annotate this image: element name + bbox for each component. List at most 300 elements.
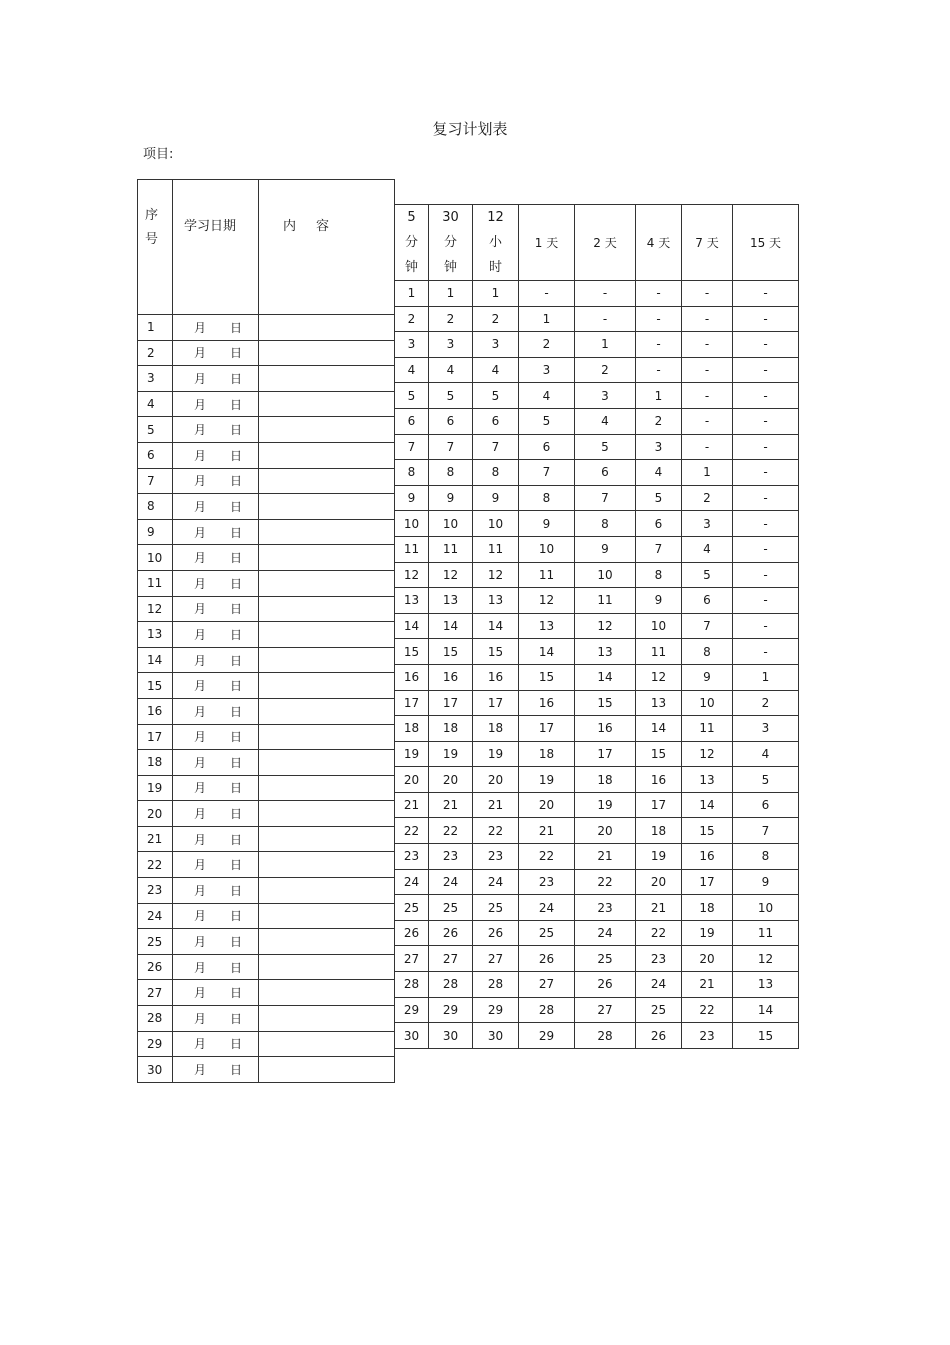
review-row bbox=[395, 332, 799, 358]
review-header-2 bbox=[473, 205, 519, 281]
table-row bbox=[138, 391, 395, 417]
review-cell: 13 bbox=[395, 588, 429, 614]
review-cell: 3 bbox=[575, 383, 636, 409]
review-cell: 13 bbox=[575, 639, 636, 665]
review-cell: 15 bbox=[575, 690, 636, 716]
day-label: 日 bbox=[229, 755, 242, 770]
row-content[interactable] bbox=[259, 391, 395, 417]
review-cell: 5 bbox=[575, 434, 636, 460]
row-seq: 14 bbox=[138, 647, 173, 673]
row-seq: 18 bbox=[138, 750, 173, 776]
table-row bbox=[138, 903, 395, 929]
row-study-date[interactable] bbox=[173, 724, 259, 750]
day-label: 日 bbox=[229, 602, 242, 617]
row-study-date[interactable] bbox=[173, 442, 259, 468]
review-cell: 16 bbox=[682, 844, 733, 870]
review-cell: 8 bbox=[519, 485, 575, 511]
review-cell: - bbox=[682, 408, 733, 434]
row-content[interactable] bbox=[259, 750, 395, 776]
review-cell: 20 bbox=[395, 767, 429, 793]
month-label: 月 bbox=[193, 551, 206, 566]
review-cell: 21 bbox=[575, 844, 636, 870]
row-seq: 8 bbox=[138, 494, 173, 520]
review-cell: 25 bbox=[575, 946, 636, 972]
review-cell: 12 bbox=[575, 613, 636, 639]
review-row bbox=[395, 946, 799, 972]
row-content[interactable] bbox=[259, 468, 395, 494]
row-seq: 2 bbox=[138, 340, 173, 366]
review-cell: 19 bbox=[519, 767, 575, 793]
table-row bbox=[138, 801, 395, 827]
review-cell: 21 bbox=[473, 792, 519, 818]
review-cell: 15 bbox=[682, 818, 733, 844]
review-cell: 17 bbox=[636, 792, 682, 818]
review-cell: 1 bbox=[519, 306, 575, 332]
row-study-date[interactable] bbox=[173, 1031, 259, 1057]
row-study-date[interactable] bbox=[173, 570, 259, 596]
day-label: 日 bbox=[229, 551, 242, 566]
review-cell: - bbox=[733, 536, 799, 562]
row-content[interactable] bbox=[259, 801, 395, 827]
review-cell: - bbox=[682, 434, 733, 460]
review-cell: 1 bbox=[636, 383, 682, 409]
review-header-4-line-0: 2 天 bbox=[593, 236, 617, 250]
project-label: 项目: bbox=[143, 147, 174, 162]
row-content[interactable] bbox=[259, 852, 395, 878]
day-label: 日 bbox=[229, 1063, 242, 1078]
row-seq: 6 bbox=[138, 442, 173, 468]
review-cell: 19 bbox=[682, 920, 733, 946]
header-content bbox=[259, 180, 395, 315]
review-cell: 28 bbox=[395, 972, 429, 998]
day-label: 日 bbox=[229, 909, 242, 924]
table-row bbox=[138, 673, 395, 699]
review-cell: 25 bbox=[395, 895, 429, 921]
day-label: 日 bbox=[229, 1037, 242, 1052]
review-cell: 6 bbox=[473, 408, 519, 434]
row-content[interactable] bbox=[259, 340, 395, 366]
row-study-date[interactable] bbox=[173, 801, 259, 827]
day-label: 日 bbox=[229, 525, 242, 540]
day-label: 日 bbox=[229, 346, 242, 361]
table-row bbox=[138, 442, 395, 468]
review-cell: 12 bbox=[733, 946, 799, 972]
review-cell: 6 bbox=[682, 588, 733, 614]
review-cell: 21 bbox=[519, 818, 575, 844]
month-label: 月 bbox=[193, 602, 206, 617]
row-content[interactable] bbox=[259, 698, 395, 724]
review-cell: 25 bbox=[519, 920, 575, 946]
review-row bbox=[395, 844, 799, 870]
row-study-date[interactable] bbox=[173, 391, 259, 417]
day-label: 日 bbox=[229, 499, 242, 514]
review-cell: 20 bbox=[682, 946, 733, 972]
review-cell: - bbox=[636, 306, 682, 332]
month-label: 月 bbox=[193, 371, 206, 386]
row-content[interactable] bbox=[259, 545, 395, 571]
row-seq: 25 bbox=[138, 929, 173, 955]
review-cell: 2 bbox=[519, 332, 575, 358]
review-cell: 4 bbox=[636, 460, 682, 486]
month-label: 月 bbox=[193, 423, 206, 438]
review-cell: 14 bbox=[395, 613, 429, 639]
review-cell: 9 bbox=[395, 485, 429, 511]
table-row bbox=[138, 622, 395, 648]
row-content[interactable] bbox=[259, 954, 395, 980]
day-label: 日 bbox=[229, 1011, 242, 1026]
review-cell: 22 bbox=[682, 997, 733, 1023]
row-content[interactable] bbox=[259, 929, 395, 955]
review-cell: - bbox=[733, 434, 799, 460]
review-row bbox=[395, 613, 799, 639]
review-cell: 3 bbox=[682, 511, 733, 537]
review-cell: 11 bbox=[395, 536, 429, 562]
review-header-row bbox=[395, 205, 799, 281]
review-row bbox=[395, 716, 799, 742]
review-cell: 16 bbox=[519, 690, 575, 716]
review-cell: 23 bbox=[575, 895, 636, 921]
review-cell: - bbox=[733, 485, 799, 511]
review-cell: 8 bbox=[682, 639, 733, 665]
row-seq: 1 bbox=[138, 315, 173, 341]
review-cell: 10 bbox=[473, 511, 519, 537]
review-row bbox=[395, 997, 799, 1023]
table-row bbox=[138, 315, 395, 341]
review-cell: 8 bbox=[429, 460, 473, 486]
review-cell: - bbox=[733, 357, 799, 383]
review-cell: 1 bbox=[575, 332, 636, 358]
review-cell: 26 bbox=[395, 920, 429, 946]
row-seq: 24 bbox=[138, 903, 173, 929]
review-cell: 6 bbox=[395, 408, 429, 434]
row-study-date[interactable] bbox=[173, 673, 259, 699]
row-study-date[interactable] bbox=[173, 826, 259, 852]
month-label: 月 bbox=[193, 627, 206, 642]
review-row bbox=[395, 972, 799, 998]
row-study-date[interactable] bbox=[173, 852, 259, 878]
table-row bbox=[138, 647, 395, 673]
review-cell: 12 bbox=[395, 562, 429, 588]
month-label: 月 bbox=[193, 909, 206, 924]
row-content[interactable] bbox=[259, 315, 395, 341]
review-cell: 16 bbox=[395, 664, 429, 690]
review-row bbox=[395, 869, 799, 895]
row-content[interactable] bbox=[259, 519, 395, 545]
review-cell: 7 bbox=[429, 434, 473, 460]
month-label: 月 bbox=[193, 320, 206, 335]
review-cell: 10 bbox=[575, 562, 636, 588]
row-seq: 13 bbox=[138, 622, 173, 648]
review-row bbox=[395, 383, 799, 409]
day-label: 日 bbox=[229, 576, 242, 591]
row-study-date[interactable] bbox=[173, 878, 259, 904]
row-study-date[interactable] bbox=[173, 698, 259, 724]
review-cell: 13 bbox=[429, 588, 473, 614]
row-study-date[interactable] bbox=[173, 954, 259, 980]
review-cell: 19 bbox=[636, 844, 682, 870]
review-cell: 12 bbox=[636, 664, 682, 690]
review-row bbox=[395, 281, 799, 307]
review-cell: 17 bbox=[575, 741, 636, 767]
review-cell: 17 bbox=[473, 690, 519, 716]
row-study-date[interactable] bbox=[173, 596, 259, 622]
row-study-date[interactable] bbox=[173, 315, 259, 341]
review-cell: 4 bbox=[519, 383, 575, 409]
row-content[interactable] bbox=[259, 775, 395, 801]
row-content[interactable] bbox=[259, 417, 395, 443]
row-content[interactable] bbox=[259, 596, 395, 622]
review-cell: 16 bbox=[429, 664, 473, 690]
review-cell: 2 bbox=[636, 408, 682, 434]
review-cell: - bbox=[733, 281, 799, 307]
row-study-date[interactable] bbox=[173, 340, 259, 366]
study-log-table bbox=[137, 179, 395, 1083]
row-study-date[interactable] bbox=[173, 622, 259, 648]
review-cell: 23 bbox=[519, 869, 575, 895]
review-row bbox=[395, 536, 799, 562]
review-cell: - bbox=[733, 460, 799, 486]
row-study-date[interactable] bbox=[173, 1057, 259, 1083]
header-content-char-1: 内 bbox=[283, 219, 297, 234]
day-label: 日 bbox=[229, 807, 242, 822]
row-seq: 7 bbox=[138, 468, 173, 494]
table-row bbox=[138, 596, 395, 622]
review-cell: 19 bbox=[429, 741, 473, 767]
row-content[interactable] bbox=[259, 622, 395, 648]
review-cell: 4 bbox=[473, 357, 519, 383]
review-cell: 14 bbox=[429, 613, 473, 639]
row-content[interactable] bbox=[259, 366, 395, 392]
review-cell: 5 bbox=[733, 767, 799, 793]
day-label: 日 bbox=[229, 704, 242, 719]
day-label: 日 bbox=[229, 320, 242, 335]
table-row bbox=[138, 980, 395, 1006]
review-cell: 7 bbox=[733, 818, 799, 844]
review-cell: 24 bbox=[575, 920, 636, 946]
review-cell: 20 bbox=[519, 792, 575, 818]
row-content[interactable] bbox=[259, 1057, 395, 1083]
table-row bbox=[138, 852, 395, 878]
review-cell: - bbox=[733, 588, 799, 614]
row-content[interactable] bbox=[259, 442, 395, 468]
review-header-6-line-0: 7 天 bbox=[695, 236, 719, 250]
month-label: 月 bbox=[193, 832, 206, 847]
review-cell: 21 bbox=[682, 972, 733, 998]
review-cell: 13 bbox=[682, 767, 733, 793]
row-study-date[interactable] bbox=[173, 519, 259, 545]
review-cell: 10 bbox=[519, 536, 575, 562]
review-cell: 4 bbox=[395, 357, 429, 383]
review-cell: 5 bbox=[636, 485, 682, 511]
table-row bbox=[138, 366, 395, 392]
row-study-date[interactable] bbox=[173, 417, 259, 443]
review-row bbox=[395, 306, 799, 332]
review-cell: 12 bbox=[473, 562, 519, 588]
review-cell: 5 bbox=[429, 383, 473, 409]
row-content[interactable] bbox=[259, 980, 395, 1006]
review-cell: - bbox=[682, 357, 733, 383]
review-cell: 21 bbox=[395, 792, 429, 818]
row-content[interactable] bbox=[259, 673, 395, 699]
row-seq: 4 bbox=[138, 391, 173, 417]
review-cell: 18 bbox=[636, 818, 682, 844]
day-label: 日 bbox=[229, 423, 242, 438]
row-seq: 17 bbox=[138, 724, 173, 750]
review-cell: 9 bbox=[733, 869, 799, 895]
review-cell: 7 bbox=[473, 434, 519, 460]
review-header-0 bbox=[395, 205, 429, 281]
row-study-date[interactable] bbox=[173, 468, 259, 494]
day-label: 日 bbox=[229, 653, 242, 668]
review-cell: 24 bbox=[395, 869, 429, 895]
review-cell: 18 bbox=[429, 716, 473, 742]
row-study-date[interactable] bbox=[173, 1006, 259, 1032]
review-cell: 28 bbox=[519, 997, 575, 1023]
review-cell: 4 bbox=[429, 357, 473, 383]
row-content[interactable] bbox=[259, 570, 395, 596]
review-header-7 bbox=[733, 205, 799, 281]
row-seq: 10 bbox=[138, 545, 173, 571]
review-cell: 30 bbox=[395, 1023, 429, 1049]
review-cell: 4 bbox=[733, 741, 799, 767]
review-cell: - bbox=[682, 332, 733, 358]
review-row bbox=[395, 920, 799, 946]
review-cell: 3 bbox=[519, 357, 575, 383]
header-study-date: 学习日期 bbox=[173, 180, 259, 315]
month-label: 月 bbox=[193, 858, 206, 873]
table-row bbox=[138, 1031, 395, 1057]
day-label: 日 bbox=[229, 960, 242, 975]
review-cell: 3 bbox=[636, 434, 682, 460]
review-row bbox=[395, 664, 799, 690]
row-study-date[interactable] bbox=[173, 647, 259, 673]
review-cell: - bbox=[733, 613, 799, 639]
review-cell: 11 bbox=[473, 536, 519, 562]
row-study-date[interactable] bbox=[173, 545, 259, 571]
table-row bbox=[138, 929, 395, 955]
row-content[interactable] bbox=[259, 903, 395, 929]
review-row bbox=[395, 767, 799, 793]
row-content[interactable] bbox=[259, 878, 395, 904]
review-cell: 9 bbox=[575, 536, 636, 562]
row-content[interactable] bbox=[259, 826, 395, 852]
review-cell: 23 bbox=[636, 946, 682, 972]
row-seq: 20 bbox=[138, 801, 173, 827]
row-seq: 11 bbox=[138, 570, 173, 596]
review-cell: - bbox=[682, 383, 733, 409]
review-cell: 15 bbox=[636, 741, 682, 767]
review-cell: 29 bbox=[429, 997, 473, 1023]
review-cell: - bbox=[733, 306, 799, 332]
review-cell: - bbox=[682, 306, 733, 332]
month-label: 月 bbox=[193, 1011, 206, 1026]
review-row bbox=[395, 690, 799, 716]
table-row bbox=[138, 750, 395, 776]
month-label: 月 bbox=[193, 730, 206, 745]
table-row bbox=[138, 775, 395, 801]
row-study-date[interactable] bbox=[173, 494, 259, 520]
table-row bbox=[138, 1006, 395, 1032]
row-seq: 3 bbox=[138, 366, 173, 392]
review-cell: 14 bbox=[636, 716, 682, 742]
row-content[interactable] bbox=[259, 1031, 395, 1057]
row-study-date[interactable] bbox=[173, 980, 259, 1006]
review-cell: 21 bbox=[636, 895, 682, 921]
review-row bbox=[395, 357, 799, 383]
review-cell: 18 bbox=[519, 741, 575, 767]
review-cell: 11 bbox=[429, 536, 473, 562]
review-cell: 6 bbox=[519, 434, 575, 460]
table-row bbox=[138, 570, 395, 596]
review-cell: - bbox=[636, 332, 682, 358]
review-header-4 bbox=[575, 205, 636, 281]
review-cell: 1 bbox=[733, 664, 799, 690]
day-label: 日 bbox=[229, 858, 242, 873]
month-label: 月 bbox=[193, 1063, 206, 1078]
row-content[interactable] bbox=[259, 724, 395, 750]
review-cell: - bbox=[636, 357, 682, 383]
month-label: 月 bbox=[193, 576, 206, 591]
review-cell: 4 bbox=[682, 536, 733, 562]
row-study-date[interactable] bbox=[173, 903, 259, 929]
review-cell: 10 bbox=[682, 690, 733, 716]
project-line bbox=[143, 143, 177, 162]
month-label: 月 bbox=[193, 1037, 206, 1052]
row-content[interactable] bbox=[259, 1006, 395, 1032]
row-study-date[interactable] bbox=[173, 366, 259, 392]
review-cell: 18 bbox=[682, 895, 733, 921]
row-content[interactable] bbox=[259, 647, 395, 673]
month-label: 月 bbox=[193, 474, 206, 489]
review-cell: 24 bbox=[519, 895, 575, 921]
month-label: 月 bbox=[193, 653, 206, 668]
review-row bbox=[395, 1023, 799, 1049]
table-row bbox=[138, 878, 395, 904]
row-seq: 21 bbox=[138, 826, 173, 852]
review-cell: 19 bbox=[473, 741, 519, 767]
review-cell: 15 bbox=[429, 639, 473, 665]
review-cell: 6 bbox=[733, 792, 799, 818]
review-cell: 6 bbox=[429, 408, 473, 434]
row-seq: 28 bbox=[138, 1006, 173, 1032]
review-cell: 17 bbox=[429, 690, 473, 716]
review-cell: 9 bbox=[519, 511, 575, 537]
review-cell: 3 bbox=[473, 332, 519, 358]
review-row bbox=[395, 818, 799, 844]
review-cell: 30 bbox=[473, 1023, 519, 1049]
row-content[interactable] bbox=[259, 494, 395, 520]
table-row bbox=[138, 494, 395, 520]
header-seq-line-1: 序 bbox=[145, 208, 159, 223]
review-cell: 3 bbox=[429, 332, 473, 358]
row-study-date[interactable] bbox=[173, 929, 259, 955]
month-label: 月 bbox=[193, 679, 206, 694]
month-label: 月 bbox=[193, 755, 206, 770]
review-cell: 11 bbox=[575, 588, 636, 614]
review-cell: 16 bbox=[636, 767, 682, 793]
review-cell: 7 bbox=[636, 536, 682, 562]
month-label: 月 bbox=[193, 807, 206, 822]
review-header-1-line-2: 钟 bbox=[443, 260, 457, 275]
row-study-date[interactable] bbox=[173, 775, 259, 801]
review-cell: 9 bbox=[682, 664, 733, 690]
row-study-date[interactable] bbox=[173, 750, 259, 776]
review-cell: 16 bbox=[473, 664, 519, 690]
review-cell: 13 bbox=[636, 690, 682, 716]
review-cell: 20 bbox=[636, 869, 682, 895]
row-seq: 22 bbox=[138, 852, 173, 878]
review-row bbox=[395, 562, 799, 588]
